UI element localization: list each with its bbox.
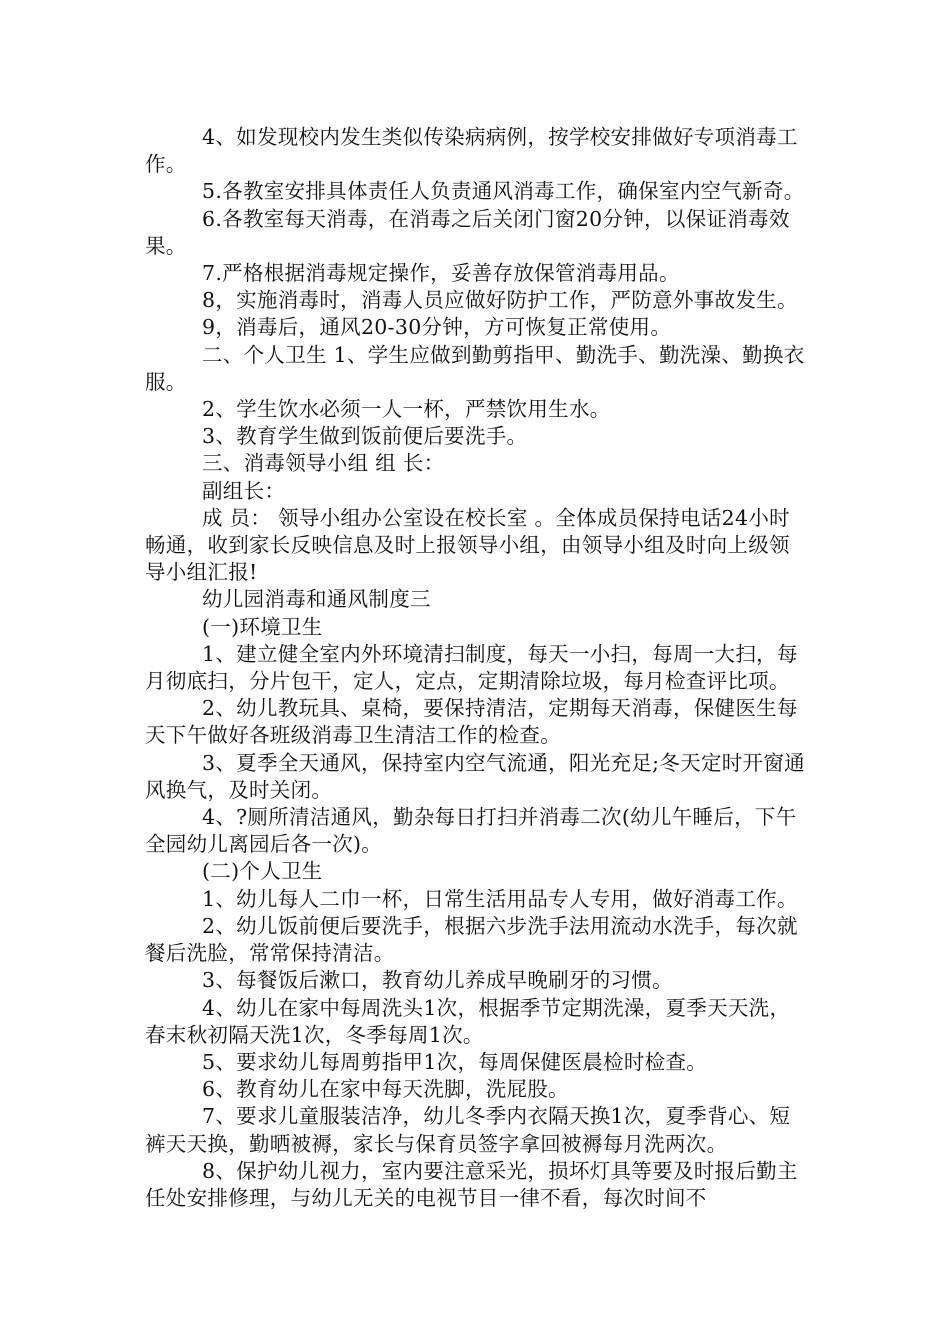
paragraph: 3、夏季全天通风，保持室内空气流通，阳光充足;冬天定时开窗通风换气，及时关闭。	[145, 750, 805, 802]
paragraph: 2、幼儿教玩具、桌椅，要保持清洁，定期每天消毒，保健医生每天下午做好各班级消毒卫生清洁工作的检查。	[145, 696, 798, 748]
section-heading: (一)环境卫生	[202, 614, 323, 639]
paragraph: 副组长：	[202, 478, 286, 503]
paragraph: 4、如发现校内发生类似传染病病例，按学校安排做好专项消毒工作。	[145, 125, 798, 177]
paragraph: 6.各教室每天消毒，在消毒之后关闭门窗20分钟，以保证消毒效果。	[145, 206, 790, 258]
paragraph: 2、幼儿饭前便后要洗手，根据六步洗手法用流动水洗手，每次就餐后洗脸，常常保持清洁。	[145, 913, 798, 966]
paragraph: 7.严格根据消毒规定操作，妥善存放保管消毒用品。	[202, 261, 680, 286]
paragraph: 1、建立健全室内外环境清扫制度，每天一小扫，每周一大扫，每月彻底扫，分片包干，定人，定点，定期清除垃圾，每月检查评比项。	[145, 641, 798, 694]
paragraph: 4、?厕所清洁通风，勤杂每日打扫并消毒二次(幼儿午睡后，下午全园幼儿离园后各一次)。	[145, 805, 797, 857]
section-heading: 二、个人卫生 1、学生应做到勤剪指甲、勤洗手、勤洗澡、勤换衣服。	[145, 342, 805, 394]
paragraph: 4、幼儿在家中每周洗头1次，根据季节定期洗澡，夏季天天洗，春末秋初隔天洗1次，冬季每周1次。	[145, 995, 791, 1047]
paragraph: 3、教育学生做到饭前便后要洗手。	[202, 424, 528, 449]
paragraph: 5、要求幼儿每周剪指甲1次，每周保健医晨检时检查。	[202, 1049, 708, 1074]
document-title: 幼儿园消毒和通风制度三	[202, 587, 431, 612]
paragraph: 9，消毒后，通风20-30分钟，方可恢复正常使用。	[202, 315, 672, 340]
section-heading: (二)个人卫生	[202, 859, 323, 884]
document-body	[145, 124, 810, 1212]
paragraph: 7、要求儿童服装洁净，幼儿冬季内衣隔天换1次，夏季背心、短裤天天换，勤晒被褥，家长与保育员签字拿回被褥每月洗两次。	[145, 1104, 791, 1156]
paragraph: 5.各教室安排具体责任人负责通风消毒工作，确保室内空气新奇。	[202, 179, 805, 204]
paragraph: 成 员： 领导小组办公室设在校长室 。全体成员保持电话24小时畅通，收到家长反映信息及时上报领导小组，由领导小组及时向上级领导小组汇报!	[145, 505, 790, 585]
paragraph: 8，实施消毒时，消毒人员应做好防护工作，严防意外事故发生。	[202, 288, 798, 313]
paragraph: 3、每餐饭后漱口，教育幼儿养成早晚刷牙的习惯。	[202, 968, 673, 993]
paragraph: 6、教育幼儿在家中每天洗脚，洗屁股。	[202, 1077, 569, 1102]
paragraph: 8、保护幼儿视力，室内要注意采光，损坏灯具等要及时报后勤主任处安排修理，与幼儿无关的电视节目一律不看，每次时间不	[145, 1158, 798, 1210]
section-heading: 三、消毒领导小组 组 长：	[202, 451, 445, 476]
paragraph: 1、幼儿每人二巾一杯，日常生活用品专人专用，做好消毒工作。	[202, 886, 798, 911]
paragraph: 2、学生饮水必须一人一杯，严禁饮用生水。	[202, 397, 611, 422]
